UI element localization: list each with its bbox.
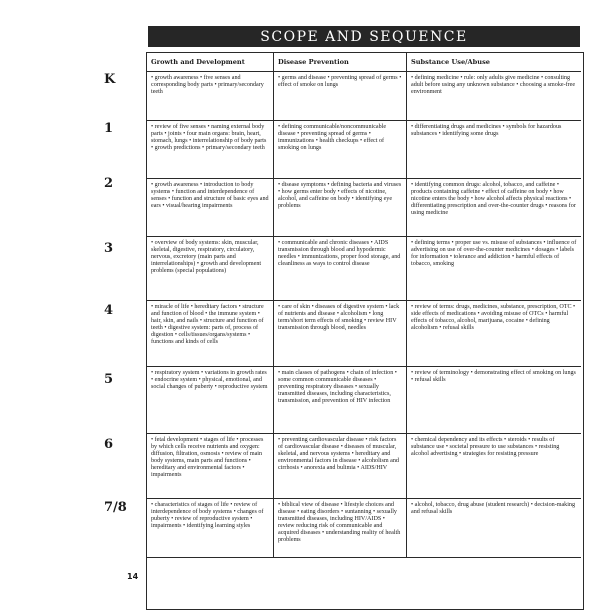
cell-3-disease: • communicable and chronic diseases • AIDS transmission through blood and hypodermic needles • immunizations, proper food storage, and cleanliness as ways to control disease [274,237,407,301]
cell-78-growth: • characteristics of stages of life • review of interdependence of body systems • changes of puberty • review of reproductive system • impairments • identifying learning styles [147,499,274,558]
scope-sequence-table [146,52,584,610]
column-header-growth: Growth and Development [147,53,274,72]
cell-k-growth: • growth awareness • five senses and corresponding body parts • primary/secondary teeth [147,72,274,121]
grade-label-2: 2 [104,176,114,191]
cell-k-substance: • defining medicine • rule: only adults give medicine • consulting adult before using any unknown substance • choosing a smoke-free environment [407,72,581,121]
cell-k-disease: • germs and disease • preventing spread of germs • effect of smoke on lungs [274,72,407,121]
cell-4-disease: • care of skin • diseases of digestive system • lack of nutrients and disease • alcoholism • long term/short term effects of smoking • review HIV transmission through blood, needles [274,301,407,367]
cell-4-growth: • miracle of life • hereditary factors • structure and function of blood • the immune system • hair, skin, and nails • structure and function of teeth • digestive system: parts of, process of digestion • cells/tissues/organs/systems • functions and kinds of cells [147,301,274,367]
grade-label-5: 5 [104,372,114,387]
cell-5-growth: • respiratory system • variations in growth rates • endocrine system • physical, emotional, and social changes of puberty • reproductive system [147,367,274,434]
grade-label-6: 6 [104,437,114,452]
cell-1-substance: • differentiating drugs and medicines • symbols for hazardous substances • identifying some drugs [407,121,581,179]
cell-6-substance: • chemical dependency and its effects • steroids • results of substance use • societal pressure to use substances • resisting alcohol advertising • strategies for resisting pressure [407,434,581,499]
cell-78-disease: • biblical view of disease • lifestyle choices and disease • eating disorders • suntanning • sexually transmitted diseases, including HIV/AIDS • review reducing risk of communicable and acquired diseases • understanding reality of health problems [274,499,407,558]
cell-6-disease: • preventing cardiovascular disease • risk factors of cardiovascular disease • diseases of muscular, skeletal, and nervous systems • hereditary and environmental factors in disease • alcoholism and cirrhosis • anorexia and bulimia • AIDS/HIV [274,434,407,499]
column-header-substance: Substance Use/Abuse [407,53,581,72]
cell-5-disease: • main classes of pathogens • chain of infection • some common communicable diseases • preventing respiratory diseases • sexually transmitted diseases, including characteristics, transmission, and prevention of HIV infection [274,367,407,434]
cell-2-disease: • disease symptoms • defining bacteria and viruses • how germs enter body • effects of nicotine, alcohol, and caffeine on body • identifying eye problems [274,179,407,237]
cell-1-disease: • defining communicable/noncommunicable disease • preventing spread of germs • immunizations • health checkups • effect of smoking on lungs [274,121,407,179]
cell-78-substance: • alcohol, tobacco, drug abuse (student research) • decision-making and refusal skills [407,499,581,558]
cell-4-substance: • review of terms: drugs, medicines, substance, prescription, OTC • side effects of medications • avoiding misuse of OTCs • harmful effects of tobacco, alcohol, marijuana, cocaine • defining alcoholism • refusal skills [407,301,581,367]
cell-3-growth: • overview of body systems: skin, muscular, skeletal, digestive, respiratory, circulatory, nervous, excretory (main parts and interrelationships) • growth and development problems (special populations) [147,237,274,301]
grade-label-1: 1 [104,121,114,136]
cell-5-substance: • review of terminology • demonstrating effect of smoking on lungs • refusal skills [407,367,581,434]
cell-3-substance: • defining terms • proper use vs. misuse of substances • influence of advertising on use of over-the-counter medicines • dosages • labels for information • tolerance and addiction • harmful effects of tobacco, smoking [407,237,581,301]
cell-1-growth: • review of five senses • naming external body parts • joints • four main organs: brain, heart, stomach, lungs • interrelationship of body parts • growth predictions • primary/secondary teeth [147,121,274,179]
grade-label-78: 7/8 [104,500,127,515]
page-title: SCOPE AND SEQUENCE [148,26,580,47]
cell-2-growth: • growth awareness • introduction to body systems • function and interdependence of senses • function and structure of basic eyes and ears • visual/hearing impairments [147,179,274,237]
grade-label-k: K [104,72,116,87]
grade-label-3: 3 [104,241,114,256]
page-number: 14 [127,572,139,581]
column-header-disease: Disease Prevention [274,53,407,72]
grade-label-4: 4 [104,303,114,318]
cell-6-growth: • fetal development • stages of life • processes by which cells receive nutrients and oxygen: diffusion, filtration, osmosis • review of main body systems, main parts and functions • hereditary and environmental factors • impairments [147,434,274,499]
cell-2-substance: • identifying common drugs: alcohol, tobacco, and caffeine • products containing caffeine • effect of caffeine on body • how nicotine enters the body • how alcohol affects physical reactions • differentiating prescription and over-the-counter drugs • reasons for using medicine [407,179,581,237]
